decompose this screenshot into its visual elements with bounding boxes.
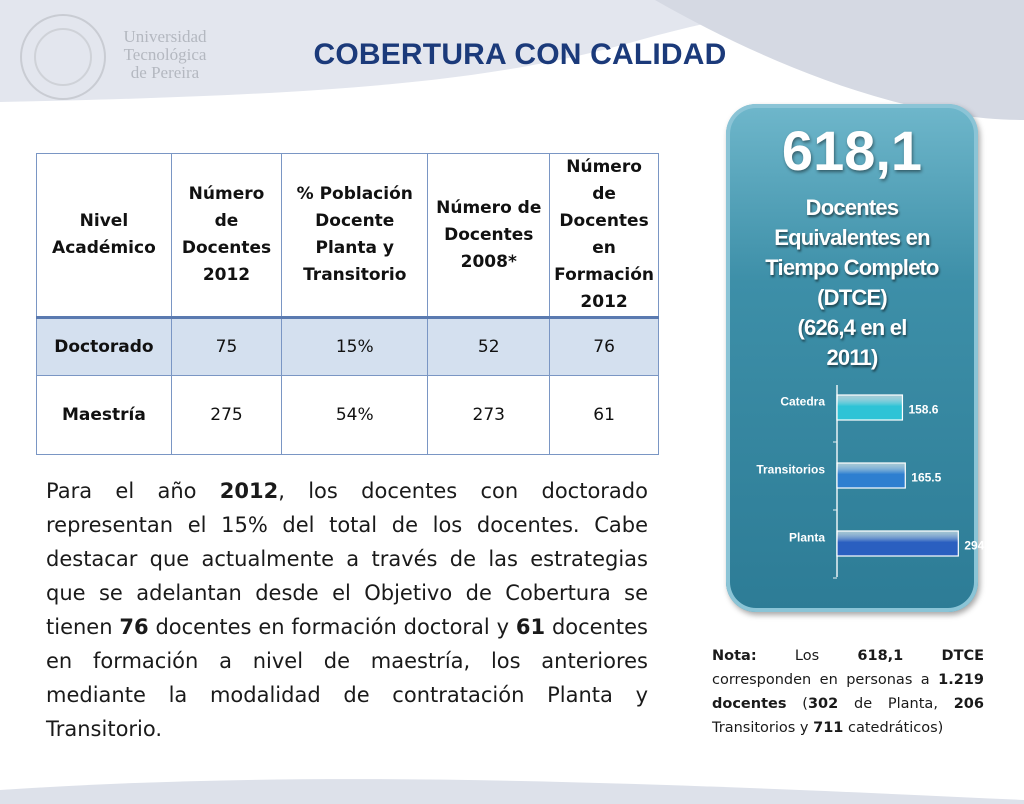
table-row — [37, 318, 659, 376]
text: , los docentes con doctorado representan el 15% del total de los docentes. Cabe destacar que actualmente a través de las estrategias que se adelantan desde el Objetivo de Cobertura se tienen — [46, 479, 648, 639]
text-bold: 206 — [953, 696, 984, 712]
text: de Planta, — [838, 696, 954, 712]
dtce-line: 2011) — [826, 345, 878, 370]
category-label: Transitorios — [756, 462, 825, 477]
text — [903, 648, 941, 664]
text-bold: 302 — [807, 696, 839, 712]
dtce-line: (DTCE) — [817, 285, 887, 310]
logo-line-3: de Pereira — [130, 63, 200, 82]
text-bold: 76 — [119, 615, 149, 639]
text: corresponden en personas a — [712, 672, 939, 688]
value-label: 158.6 — [908, 402, 939, 417]
value-label: 165.5 — [911, 470, 942, 485]
logo-line-1: Universidad — [123, 27, 207, 46]
text: ( — [786, 696, 808, 712]
cell: 75 — [171, 318, 281, 376]
dtce-line: Equivalentes en — [774, 225, 930, 250]
page-title: COBERTURA CON CALIDAD — [313, 38, 727, 71]
text: docentes en formación a nivel de maestría, los anteriores mediante la modalidad de contratación Planta y Transitorio. — [46, 615, 648, 741]
dtce-line: Tiempo Completo — [765, 255, 939, 280]
text: Los — [756, 648, 858, 664]
dtce-line: (626,4 en el — [797, 315, 907, 340]
bar-transitorios — [837, 463, 905, 488]
text: Transitorios y — [712, 720, 814, 736]
value-label: 294 — [964, 538, 985, 553]
dtce-total: 618,1 — [781, 119, 923, 182]
category-label: Planta — [788, 530, 825, 545]
university-seal-icon — [20, 14, 106, 100]
footnote — [712, 644, 984, 740]
header-formacion: Número de Docentes en Formación 2012 — [550, 154, 659, 318]
text-bold: 711 — [813, 720, 844, 736]
cell: 275 — [171, 376, 281, 455]
dtce-bar-chart — [736, 385, 985, 585]
cell: 76 — [550, 318, 659, 376]
bar-catedra — [837, 395, 902, 420]
category-label: Catedra — [780, 394, 825, 409]
university-logo — [20, 14, 210, 104]
header-numero-2008: Número de Docentes 2008* — [428, 154, 550, 318]
cell: 52 — [428, 318, 550, 376]
header-nivel: Nivel Académico — [37, 154, 172, 318]
table-row — [37, 376, 659, 455]
logo-line-2: Tecnológica — [123, 45, 207, 64]
text-bold: 61 — [515, 615, 546, 639]
text: catedráticos) — [843, 720, 944, 736]
summary-paragraph — [46, 474, 648, 746]
table-header-row — [37, 154, 659, 318]
header-poblacion: % Población Docente Planta y Transitorio — [282, 154, 428, 318]
header-numero-2012: Número de Docentes 2012 — [171, 154, 281, 318]
text-bold: 618,1 — [857, 648, 904, 664]
text: docentes en formación doctoral y — [148, 615, 516, 639]
cell: 15% — [282, 318, 428, 376]
dtce-line: Docentes — [805, 195, 899, 220]
text-bold: 2012 — [219, 479, 279, 503]
cell: 61 — [550, 376, 659, 455]
bar-planta — [837, 531, 958, 556]
dtce-description — [736, 193, 968, 373]
teachers-table — [36, 153, 659, 455]
cell-level: Maestría — [37, 376, 172, 455]
cell: 54% — [282, 376, 428, 455]
text-bold: DTCE — [941, 648, 985, 664]
cell-level: Doctorado — [37, 318, 172, 376]
note-label: Nota: — [712, 648, 757, 664]
cell: 273 — [428, 376, 550, 455]
text: Para el año — [46, 479, 220, 503]
text-bold: 1.219 docentes — [712, 672, 984, 712]
